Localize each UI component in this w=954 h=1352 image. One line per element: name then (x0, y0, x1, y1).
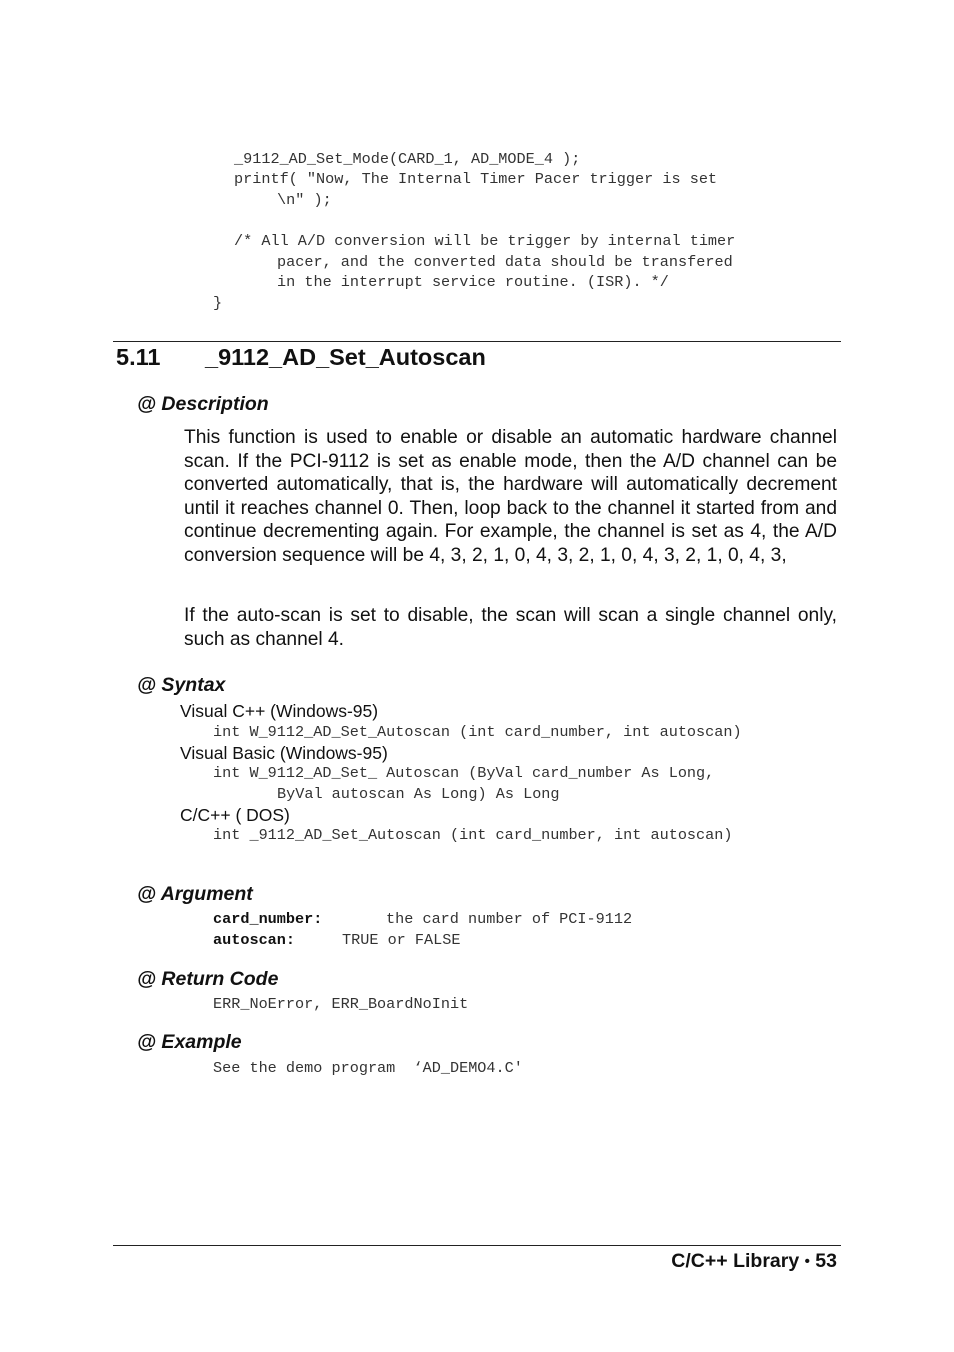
footer-divider (113, 1245, 841, 1246)
code-comment: pacer, and the converted data should be transfered (277, 253, 733, 271)
argument-heading: @ Argument (137, 883, 253, 905)
description-heading: @ Description (137, 393, 269, 415)
page-number: 53 (815, 1250, 837, 1272)
code-line: _9112_AD_Set_Mode(CARD_1, AD_MODE_4 ); (234, 150, 581, 168)
description-paragraph: This function is used to enable or disable an automatic hardware channel scan. If the PCI-9112 is set as enable mode, then the A/D channel can be converted automatically, that is, the hardware will automatically decrement until it reaches channel 0. Then, loop back to the channel it started from and continue decrementing again. For example, the channel is set as 4, the A/D conversion sequence will be 4, 3, 2, 1, 0, 4, 3, 2, 1, 0, 4, 3, 2, 1, 0, 4, 3, (184, 427, 837, 566)
syntax-label-vc: Visual C++ (Windows-95) (180, 701, 379, 721)
syntax-label-vb: Visual Basic (Windows-95) (180, 743, 388, 763)
argument-name: card_number: (213, 910, 323, 928)
syntax-code-dos: int _9112_AD_Set_Autoscan (int card_number, int autoscan) (213, 826, 733, 844)
return-code-heading: @ Return Code (137, 968, 279, 990)
syntax-heading: @ Syntax (137, 674, 226, 696)
section-title: _9112_AD_Set_Autoscan (205, 344, 486, 370)
argument-description: the card number of PCI-9112 (386, 910, 633, 928)
syntax-code-vb: ByVal autoscan As Long) As Long (277, 785, 560, 803)
page-footer (671, 1250, 837, 1273)
example-heading: @ Example (137, 1031, 242, 1053)
bullet-icon: • (804, 1253, 810, 1270)
section-divider (113, 341, 841, 342)
code-line: \n" ); (277, 191, 332, 209)
syntax-code-vc: int W_9112_AD_Set_Autoscan (int card_number, int autoscan) (213, 723, 742, 741)
syntax-code-vb: int W_9112_AD_Set_ Autoscan (ByVal card_number As Long, (213, 764, 715, 782)
syntax-label-dos: C/C++ ( DOS) (180, 805, 290, 825)
section-heading (116, 344, 486, 371)
footer-label: C/C++ Library (671, 1250, 800, 1272)
argument-name: autoscan: (213, 931, 296, 949)
description-paragraph: If the auto-scan is set to disable, the scan will scan a single channel only, such as channel 4. (184, 605, 837, 650)
section-number: 5.11 (116, 344, 161, 370)
code-comment: /* All A/D conversion will be trigger by internal timer (234, 232, 736, 250)
code-line: printf( "Now, The Internal Timer Pacer trigger is set (234, 170, 718, 188)
code-comment: in the interrupt service routine. (ISR). */ (277, 273, 669, 291)
example-text: See the demo program ‘AD_DEMO4.C' (213, 1059, 523, 1077)
code-brace: } (213, 294, 223, 312)
argument-description: TRUE or FALSE (342, 931, 461, 949)
return-code-text: ERR_NoError, ERR_BoardNoInit (213, 995, 469, 1013)
